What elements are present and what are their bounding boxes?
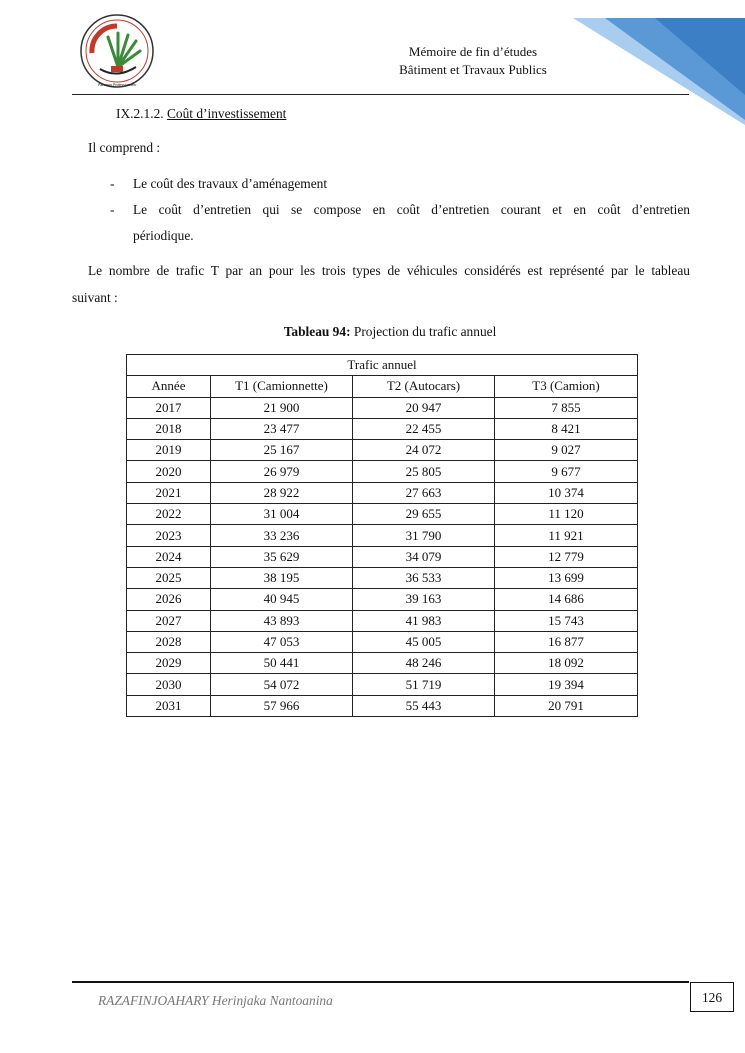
cell-t2: 45 005 xyxy=(353,631,495,652)
table-row xyxy=(127,695,638,716)
cell-t1: 28 922 xyxy=(211,482,353,503)
cell-year: 2019 xyxy=(127,440,211,461)
header-subtitle: Bâtiment et Travaux Publics xyxy=(399,62,547,77)
cell-t2: 34 079 xyxy=(353,546,495,567)
section-heading xyxy=(116,106,286,122)
cell-t2: 22 455 xyxy=(353,418,495,439)
cell-t1: 50 441 xyxy=(211,653,353,674)
cell-t3: 16 877 xyxy=(495,631,638,652)
cell-year: 2018 xyxy=(127,418,211,439)
cell-t3: 14 686 xyxy=(495,589,638,610)
bullet-item-2-line-2: périodique. xyxy=(133,228,194,243)
logo-caption: Parcours Professionnels xyxy=(98,83,136,87)
cell-t1: 35 629 xyxy=(211,546,353,567)
paragraph-line-1: Le nombre de trafic T par an pour les trois types de véhicules considérés est représenté par le tableau xyxy=(88,263,690,278)
cell-t1: 25 167 xyxy=(211,440,353,461)
cell-year: 2028 xyxy=(127,631,211,652)
school-logo xyxy=(78,13,156,91)
cell-t2: 55 443 xyxy=(353,695,495,716)
cell-t3: 15 743 xyxy=(495,610,638,631)
cell-t2: 20 947 xyxy=(353,397,495,418)
cell-t1: 31 004 xyxy=(211,504,353,525)
section-title: Coût d’investissement xyxy=(166,106,287,121)
cell-year: 2017 xyxy=(127,397,211,418)
table-row xyxy=(127,674,638,695)
cell-year: 2024 xyxy=(127,546,211,567)
table-row xyxy=(127,440,638,461)
cell-t1: 26 979 xyxy=(211,461,353,482)
cell-t1: 43 893 xyxy=(211,610,353,631)
cell-t1: 38 195 xyxy=(211,567,353,588)
traffic-table xyxy=(126,354,638,717)
cell-year: 2021 xyxy=(127,482,211,503)
cell-year: 2023 xyxy=(127,525,211,546)
intro-text: Il comprend : xyxy=(88,140,161,155)
cell-year: 2027 xyxy=(127,610,211,631)
table-row xyxy=(127,461,638,482)
paragraph-line-2: suivant : xyxy=(72,290,118,305)
cell-year: 2026 xyxy=(127,589,211,610)
cell-t2: 25 805 xyxy=(353,461,495,482)
table-row xyxy=(127,397,638,418)
cell-t2: 29 655 xyxy=(353,504,495,525)
cell-t2: 48 246 xyxy=(353,653,495,674)
table-row xyxy=(127,653,638,674)
column-header-year: Année xyxy=(127,376,211,397)
cell-t3: 9 027 xyxy=(495,440,638,461)
page-number: 126 xyxy=(690,982,734,1012)
cell-t3: 9 677 xyxy=(495,461,638,482)
cell-t1: 54 072 xyxy=(211,674,353,695)
table-caption xyxy=(0,324,745,340)
table-header-row xyxy=(127,376,638,397)
caption-label: Tableau 94: xyxy=(283,324,351,339)
table-row xyxy=(127,418,638,439)
bullet-marker: - xyxy=(110,176,115,191)
cell-t1: 47 053 xyxy=(211,631,353,652)
cell-year: 2025 xyxy=(127,567,211,588)
header-rule xyxy=(72,94,689,95)
cell-t2: 41 983 xyxy=(353,610,495,631)
cell-t3: 12 779 xyxy=(495,546,638,567)
cell-year: 2020 xyxy=(127,461,211,482)
table-row xyxy=(127,525,638,546)
bullet-item-1: Le coût des travaux d’aménagement xyxy=(133,176,328,191)
cell-t2: 27 663 xyxy=(353,482,495,503)
table-group-header: Trafic annuel xyxy=(127,355,638,376)
cell-year: 2030 xyxy=(127,674,211,695)
table-row xyxy=(127,504,638,525)
cell-t3: 18 092 xyxy=(495,653,638,674)
column-header-t3: T3 (Camion) xyxy=(495,376,638,397)
cell-t3: 19 394 xyxy=(495,674,638,695)
cell-t1: 57 966 xyxy=(211,695,353,716)
bullet-marker: - xyxy=(110,202,115,217)
table-row xyxy=(127,546,638,567)
cell-t2: 36 533 xyxy=(353,567,495,588)
cell-t3: 11 921 xyxy=(495,525,638,546)
cell-t3: 11 120 xyxy=(495,504,638,525)
cell-t3: 20 791 xyxy=(495,695,638,716)
cell-t1: 21 900 xyxy=(211,397,353,418)
table-row xyxy=(127,482,638,503)
cell-year: 2022 xyxy=(127,504,211,525)
table-group-header-row xyxy=(127,355,638,376)
section-number: IX.2.1.2. xyxy=(116,106,164,121)
column-header-t1: T1 (Camionnette) xyxy=(211,376,353,397)
cell-t2: 31 790 xyxy=(353,525,495,546)
cell-t1: 23 477 xyxy=(211,418,353,439)
cell-year: 2031 xyxy=(127,695,211,716)
cell-t2: 24 072 xyxy=(353,440,495,461)
table-row xyxy=(127,567,638,588)
footer-rule xyxy=(72,981,689,983)
cell-t3: 8 421 xyxy=(495,418,638,439)
cell-t1: 33 236 xyxy=(211,525,353,546)
header-title: Mémoire de fin d’études xyxy=(408,44,538,59)
cell-t2: 51 719 xyxy=(353,674,495,695)
cell-year: 2029 xyxy=(127,653,211,674)
caption-text: Projection du trafic annuel xyxy=(350,324,497,339)
cell-t3: 7 855 xyxy=(495,397,638,418)
cell-t3: 13 699 xyxy=(495,567,638,588)
cell-t1: 40 945 xyxy=(211,589,353,610)
table-row xyxy=(127,610,638,631)
cell-t2: 39 163 xyxy=(353,589,495,610)
table-row xyxy=(127,631,638,652)
footer-author: RAZAFINJOAHARY Herinjaka Nantoanina xyxy=(98,993,333,1008)
cell-t3: 10 374 xyxy=(495,482,638,503)
column-header-t2: T2 (Autocars) xyxy=(353,376,495,397)
bullet-item-2-line-1: Le coût d’entretien qui se compose en coût d’entretien courant et en coût d’entretien xyxy=(133,202,690,217)
table-row xyxy=(127,589,638,610)
